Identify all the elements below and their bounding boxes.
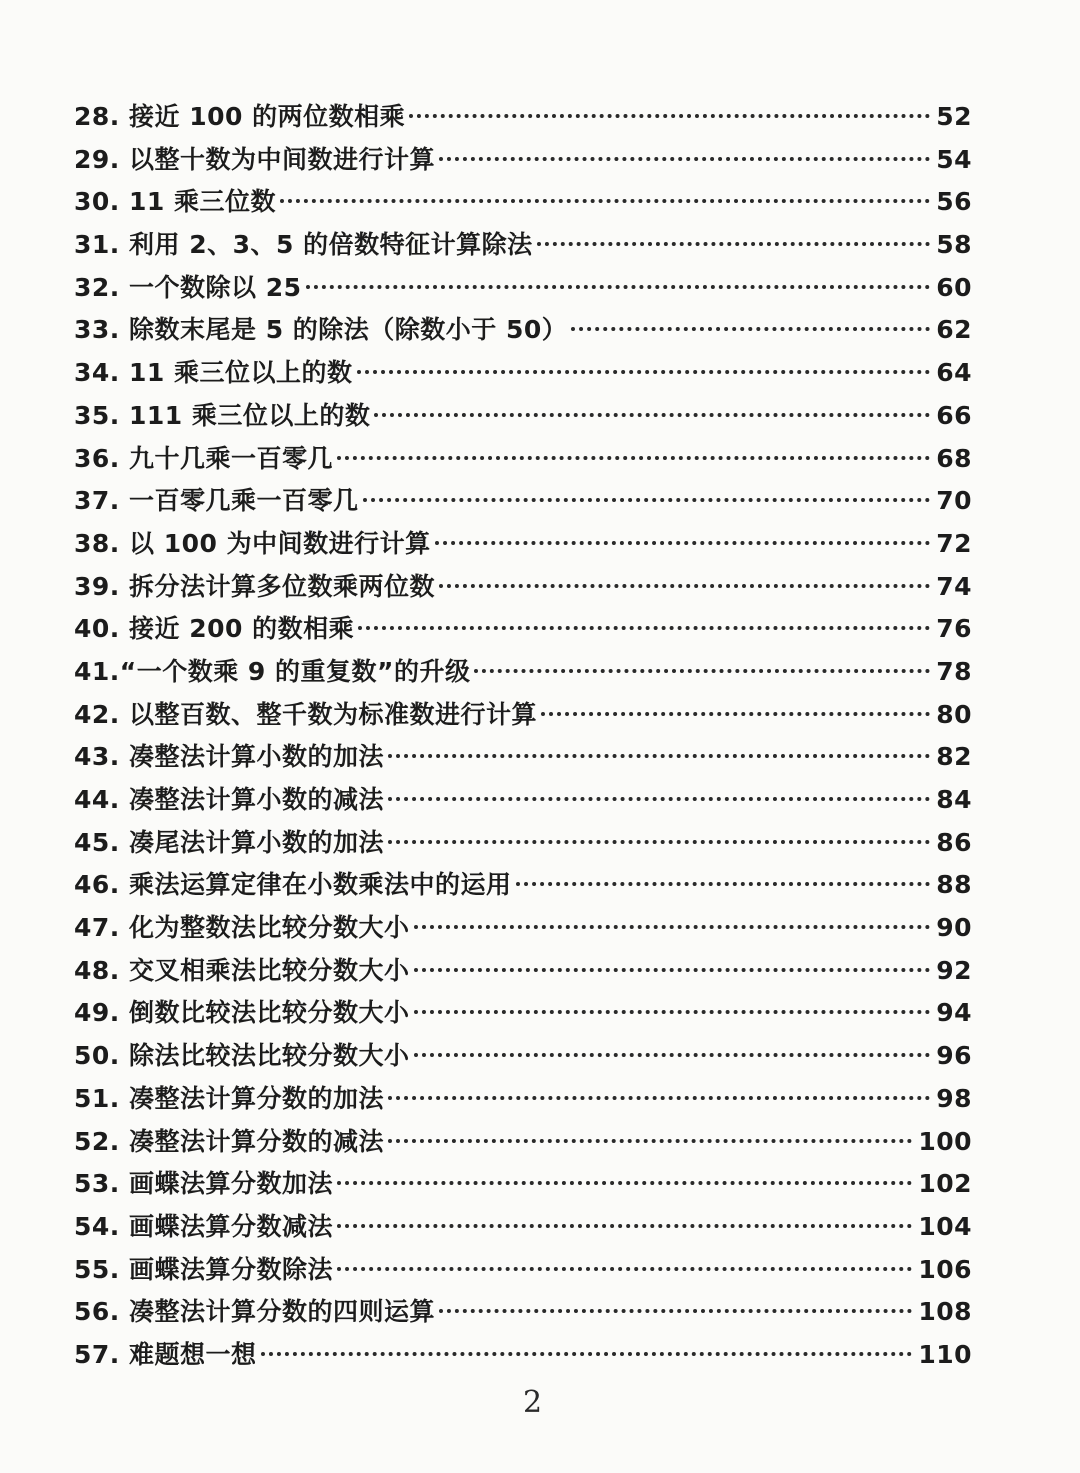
table-of-contents: [74, 97, 972, 1378]
dot-leader: [358, 626, 930, 630]
toc-entry: [74, 1292, 972, 1335]
dot-leader: [280, 199, 930, 203]
toc-entry-page: 92: [936, 955, 972, 985]
toc-entry-page: 86: [936, 827, 972, 857]
toc-entry-title: 34. 11 乘三位以上的数: [74, 358, 353, 388]
toc-entry-page: 94: [936, 998, 972, 1028]
toc-entry: [74, 524, 972, 567]
dot-leader: [337, 1181, 912, 1185]
toc-entry: [74, 225, 972, 268]
toc-entry: [74, 695, 972, 738]
toc-entry: [74, 780, 972, 823]
toc-entry-page: 60: [936, 272, 972, 302]
toc-entry-title: 36. 九十几乘一百零几: [74, 443, 333, 473]
toc-entry: [74, 908, 972, 951]
toc-entry-title: 54. 画蝶法算分数减法: [74, 1211, 333, 1241]
toc-entry-title: 48. 交叉相乘法比较分数大小: [74, 955, 410, 985]
toc-entry-page: 52: [936, 102, 972, 131]
dot-leader: [414, 1010, 931, 1014]
dot-leader: [388, 754, 930, 758]
toc-entry-page: 64: [936, 358, 972, 388]
dot-leader: [374, 413, 930, 417]
toc-entry-page: 62: [936, 315, 972, 345]
toc-entry: [74, 652, 972, 695]
toc-entry: [74, 396, 972, 439]
toc-entry-title: 57. 难题想一想: [74, 1339, 257, 1369]
dot-leader: [516, 882, 931, 886]
dot-leader: [414, 1053, 931, 1057]
toc-entry: [74, 1207, 972, 1250]
dot-leader: [541, 712, 930, 716]
toc-entry-page: 56: [936, 187, 972, 217]
toc-entry-title: 50. 除法比较法比较分数大小: [74, 1041, 410, 1071]
toc-entry: [74, 97, 972, 140]
dot-leader: [306, 285, 931, 289]
toc-entry-title: 53. 画蝶法算分数加法: [74, 1169, 333, 1199]
toc-entry: [74, 268, 972, 311]
toc-entry-title: 56. 凑整法计算分数的四则运算: [74, 1297, 435, 1327]
dot-leader: [388, 797, 930, 801]
toc-entry-page: 78: [936, 656, 972, 686]
dot-leader: [439, 584, 930, 588]
toc-entry-page: 84: [936, 785, 972, 814]
toc-entry: [74, 865, 972, 908]
toc-entry-page: 108: [918, 1297, 972, 1327]
dot-leader: [261, 1352, 913, 1356]
toc-entry-page: 58: [936, 230, 972, 260]
toc-entry-page: 100: [918, 1126, 972, 1156]
toc-entry-page: 72: [936, 528, 972, 558]
toc-entry: [74, 1335, 972, 1378]
toc-entry-title: 42. 以整百数、整千数为标准数进行计算: [74, 699, 537, 729]
toc-entry: [74, 823, 972, 866]
toc-entry-page: 106: [918, 1254, 972, 1284]
toc-entry: [74, 1164, 972, 1207]
toc-entry: [74, 951, 972, 994]
dot-leader: [439, 1309, 912, 1313]
dot-leader: [388, 1139, 912, 1143]
toc-entry-page: 66: [936, 400, 972, 430]
toc-entry-page: 68: [936, 443, 972, 473]
toc-entry-title: 37. 一百零几乘一百零几: [74, 486, 359, 516]
dot-leader: [337, 1267, 912, 1271]
dot-leader: [337, 456, 930, 460]
dot-leader: [357, 370, 931, 374]
toc-entry-page: 110: [918, 1339, 972, 1369]
toc-entry-title: 30. 11 乘三位数: [74, 187, 276, 217]
toc-entry-page: 102: [918, 1169, 972, 1199]
toc-entry-page: 98: [936, 1083, 972, 1113]
toc-entry-page: 70: [936, 486, 972, 516]
toc-entry: [74, 1250, 972, 1293]
toc-entry-title: 41.“一个数乘 9 的重复数”的升级: [74, 656, 471, 686]
toc-entry-page: 96: [936, 1041, 972, 1071]
toc-entry-page: 74: [936, 571, 972, 601]
toc-entry-page: 54: [936, 144, 972, 174]
toc-entry: [74, 737, 972, 780]
toc-entry-title: 52. 凑整法计算分数的减法: [74, 1126, 384, 1156]
dot-leader: [571, 327, 930, 331]
toc-entry: [74, 439, 972, 482]
toc-entry-title: 46. 乘法运算定律在小数乘法中的运用: [74, 870, 512, 900]
dot-leader: [439, 157, 930, 161]
toc-entry-page: 88: [936, 870, 972, 900]
toc-entry-title: 43. 凑整法计算小数的加法: [74, 742, 384, 772]
toc-entry-title: 47. 化为整数法比较分数大小: [74, 913, 410, 943]
toc-entry-title: 29. 以整十数为中间数进行计算: [74, 144, 435, 174]
dot-leader: [537, 242, 931, 246]
toc-entry-title: 39. 拆分法计算多位数乘两位数: [74, 571, 435, 601]
dot-leader: [409, 114, 930, 118]
toc-entry-title: 40. 接近 200 的数相乘: [74, 614, 355, 644]
toc-entry-title: 32. 一个数除以 25: [74, 272, 302, 302]
toc-entry-page: 80: [936, 699, 972, 729]
dot-leader: [337, 1224, 912, 1228]
toc-entry-title: 38. 以 100 为中间数进行计算: [74, 528, 431, 558]
toc-entry-page: 90: [936, 913, 972, 943]
toc-entry-title: 51. 凑整法计算分数的加法: [74, 1083, 384, 1113]
dot-leader: [388, 840, 930, 844]
toc-entry-page: 82: [936, 742, 972, 772]
toc-entry: [74, 1079, 972, 1122]
page-number: 2: [522, 1385, 543, 1420]
toc-entry: [74, 353, 972, 396]
toc-entry-title: 35. 111 乘三位以上的数: [74, 400, 371, 430]
toc-entry-title: 31. 利用 2、3、5 的倍数特征计算除法: [74, 230, 533, 260]
toc-entry: [74, 567, 972, 610]
dot-leader: [388, 1096, 930, 1100]
toc-entry: [74, 310, 972, 353]
dot-leader: [435, 541, 931, 545]
dot-leader: [414, 925, 931, 929]
toc-entry-title: 44. 凑整法计算小数的减法: [74, 785, 384, 814]
dot-leader: [414, 968, 931, 972]
toc-entry: [74, 993, 972, 1036]
toc-entry-title: 33. 除数末尾是 5 的除法（除数小于 50）: [74, 315, 568, 345]
toc-entry-title: 28. 接近 100 的两位数相乘: [74, 102, 406, 131]
toc-entry: [74, 481, 972, 524]
dot-leader: [474, 669, 930, 673]
toc-entry-title: 49. 倒数比较法比较分数大小: [74, 998, 410, 1028]
toc-entry-title: 55. 画蝶法算分数除法: [74, 1254, 333, 1284]
toc-entry: [74, 182, 972, 225]
toc-entry-page: 76: [936, 614, 972, 644]
toc-entry: [74, 1036, 972, 1079]
toc-entry: [74, 140, 972, 183]
toc-entry: [74, 1122, 972, 1165]
dot-leader: [363, 498, 931, 502]
toc-entry-title: 45. 凑尾法计算小数的加法: [74, 827, 384, 857]
toc-entry: [74, 609, 972, 652]
toc-entry-page: 104: [918, 1211, 972, 1241]
